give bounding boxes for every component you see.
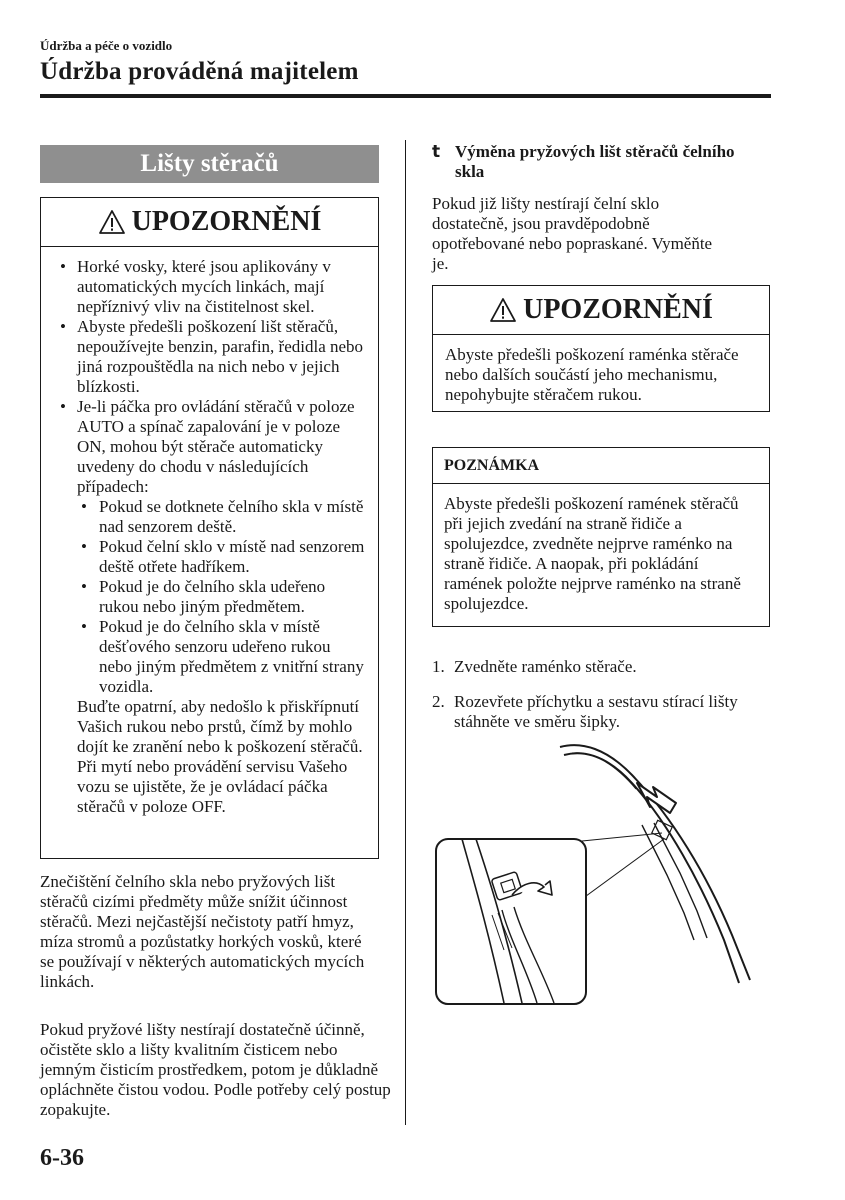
warning-sub-bullet: • Pokud čelní sklo v místě nad senzorem deště otřete hadříkem. [77,537,366,577]
warning-closing: Buďte opatrní, aby nedošlo k přiskřípnutí Vašich rukou nebo prstů, čímž by mohlo dojít ke zranění nebo k poškození stěračů. Při mytí nebo provádění servisu Vašeho vozu se ujistěte, že je ovládací páčka stěračů v poloze OFF. [77,697,363,816]
warning-bullet: • Horké vosky, které jsou aplikovány v automatických mycích linkách, mají nepříznivý vliv na čistitelnost skel. [53,257,366,317]
warning-heading [41,198,378,247]
warning-box-left [40,197,379,859]
warning-sub-bullet: • Pokud je do čelního skla udeřeno rukou nebo jiným předmětem. [77,577,366,617]
intro-paragraph: Pokud již lišty nestírají čelní sklo dostatečně, jsou pravděpodobně opotřebované nebo popraskané. Vyměňte je. [432,194,713,273]
warning-bullet-text: Je-li páčka pro ovládání stěračů v poloze AUTO a spínač zapalování je v poloze ON, mohou být stěrače automaticky uvedeny do chodu v následujících případech: [77,397,355,496]
step-item [432,657,762,677]
note-body: Abyste předešli poškození ramének stěračů při jejich zvedání na straně řidiče a spolujezdce, zvedněte nejprve raménko na straně řidiče. A naopak, při pokládání ramének položte nejprve raménko na straně spolujezdce. [444,494,741,613]
warning-triangle-icon [98,209,126,235]
paragraph: Znečištění čelního skla nebo pryžových lišt stěračů cizími předměty může snížit účinnost stěračů. Mezi nejčastější nečistoty patří hmyz, míza stromů a pozůstatky horkých vosků, které se používají v některých automatických mycích linkách. [40,872,365,991]
step-text: Zvedněte raménko stěrače. [454,657,637,676]
header-rule [40,94,771,98]
warning-heading [433,286,769,335]
warning-title: UPOZORNĚNÍ [523,294,713,325]
warning-bullet-list [53,257,366,817]
wiper-blade-illustration [432,735,772,1005]
warning-body: Abyste předešli poškození raménka stěrače nebo dalších součástí jeho mechanismu, nepohybujte stěračem rukou. [445,345,739,404]
note-box [432,447,770,627]
subheading-marker: t [432,142,441,162]
warning-sub-bullet: • Pokud je do čelního skla v místě dešťového senzoru udeřeno rukou nebo jiným předmětem z vnitřní strany vozidla. [77,617,366,697]
section-label: Údržba a péče o vozidlo [40,38,173,53]
warning-body [41,247,378,817]
step-text: Rozevřete příchytku a sestavu stírací lišty stáhněte ve směru šipky. [454,692,738,731]
page-title: Údržba prováděná majitelem [40,58,359,85]
page-number: 6-36 [40,1145,84,1171]
note-title: POZNÁMKA [433,448,769,484]
paragraph: Pokud pryžové lišty nestírají dostatečně účinně, očistěte sklo a lišty kvalitním čisticem nebo jemným čisticím prostředkem, potom je důkladně opláchněte čistou vodou. Podle potřeby celý postup zopakujte. [40,1020,391,1119]
warning-sub-bullet: • Pokud se dotknete čelního skla v místě nad senzorem deště. [77,497,366,537]
warning-sub-list [77,497,366,697]
section-banner: Lišty stěračů [40,145,379,183]
warning-bullet [53,397,366,817]
warning-triangle-icon [489,297,517,323]
warning-box-right [432,285,770,412]
column-divider [405,140,406,1125]
warning-bullet: • Abyste předešli poškození lišt stěračů, nepoužívejte benzin, parafin, ředidla nebo jiná rozpouštědla na nich nebo v jejich blízkosti. [53,317,366,397]
step-number: 1. [432,657,445,676]
step-number: 2. [432,692,445,711]
subheading: Výměna pryžových lišt stěračů čelního skla [455,142,735,181]
warning-title: UPOZORNĚNÍ [131,206,322,237]
step-item [432,692,762,732]
